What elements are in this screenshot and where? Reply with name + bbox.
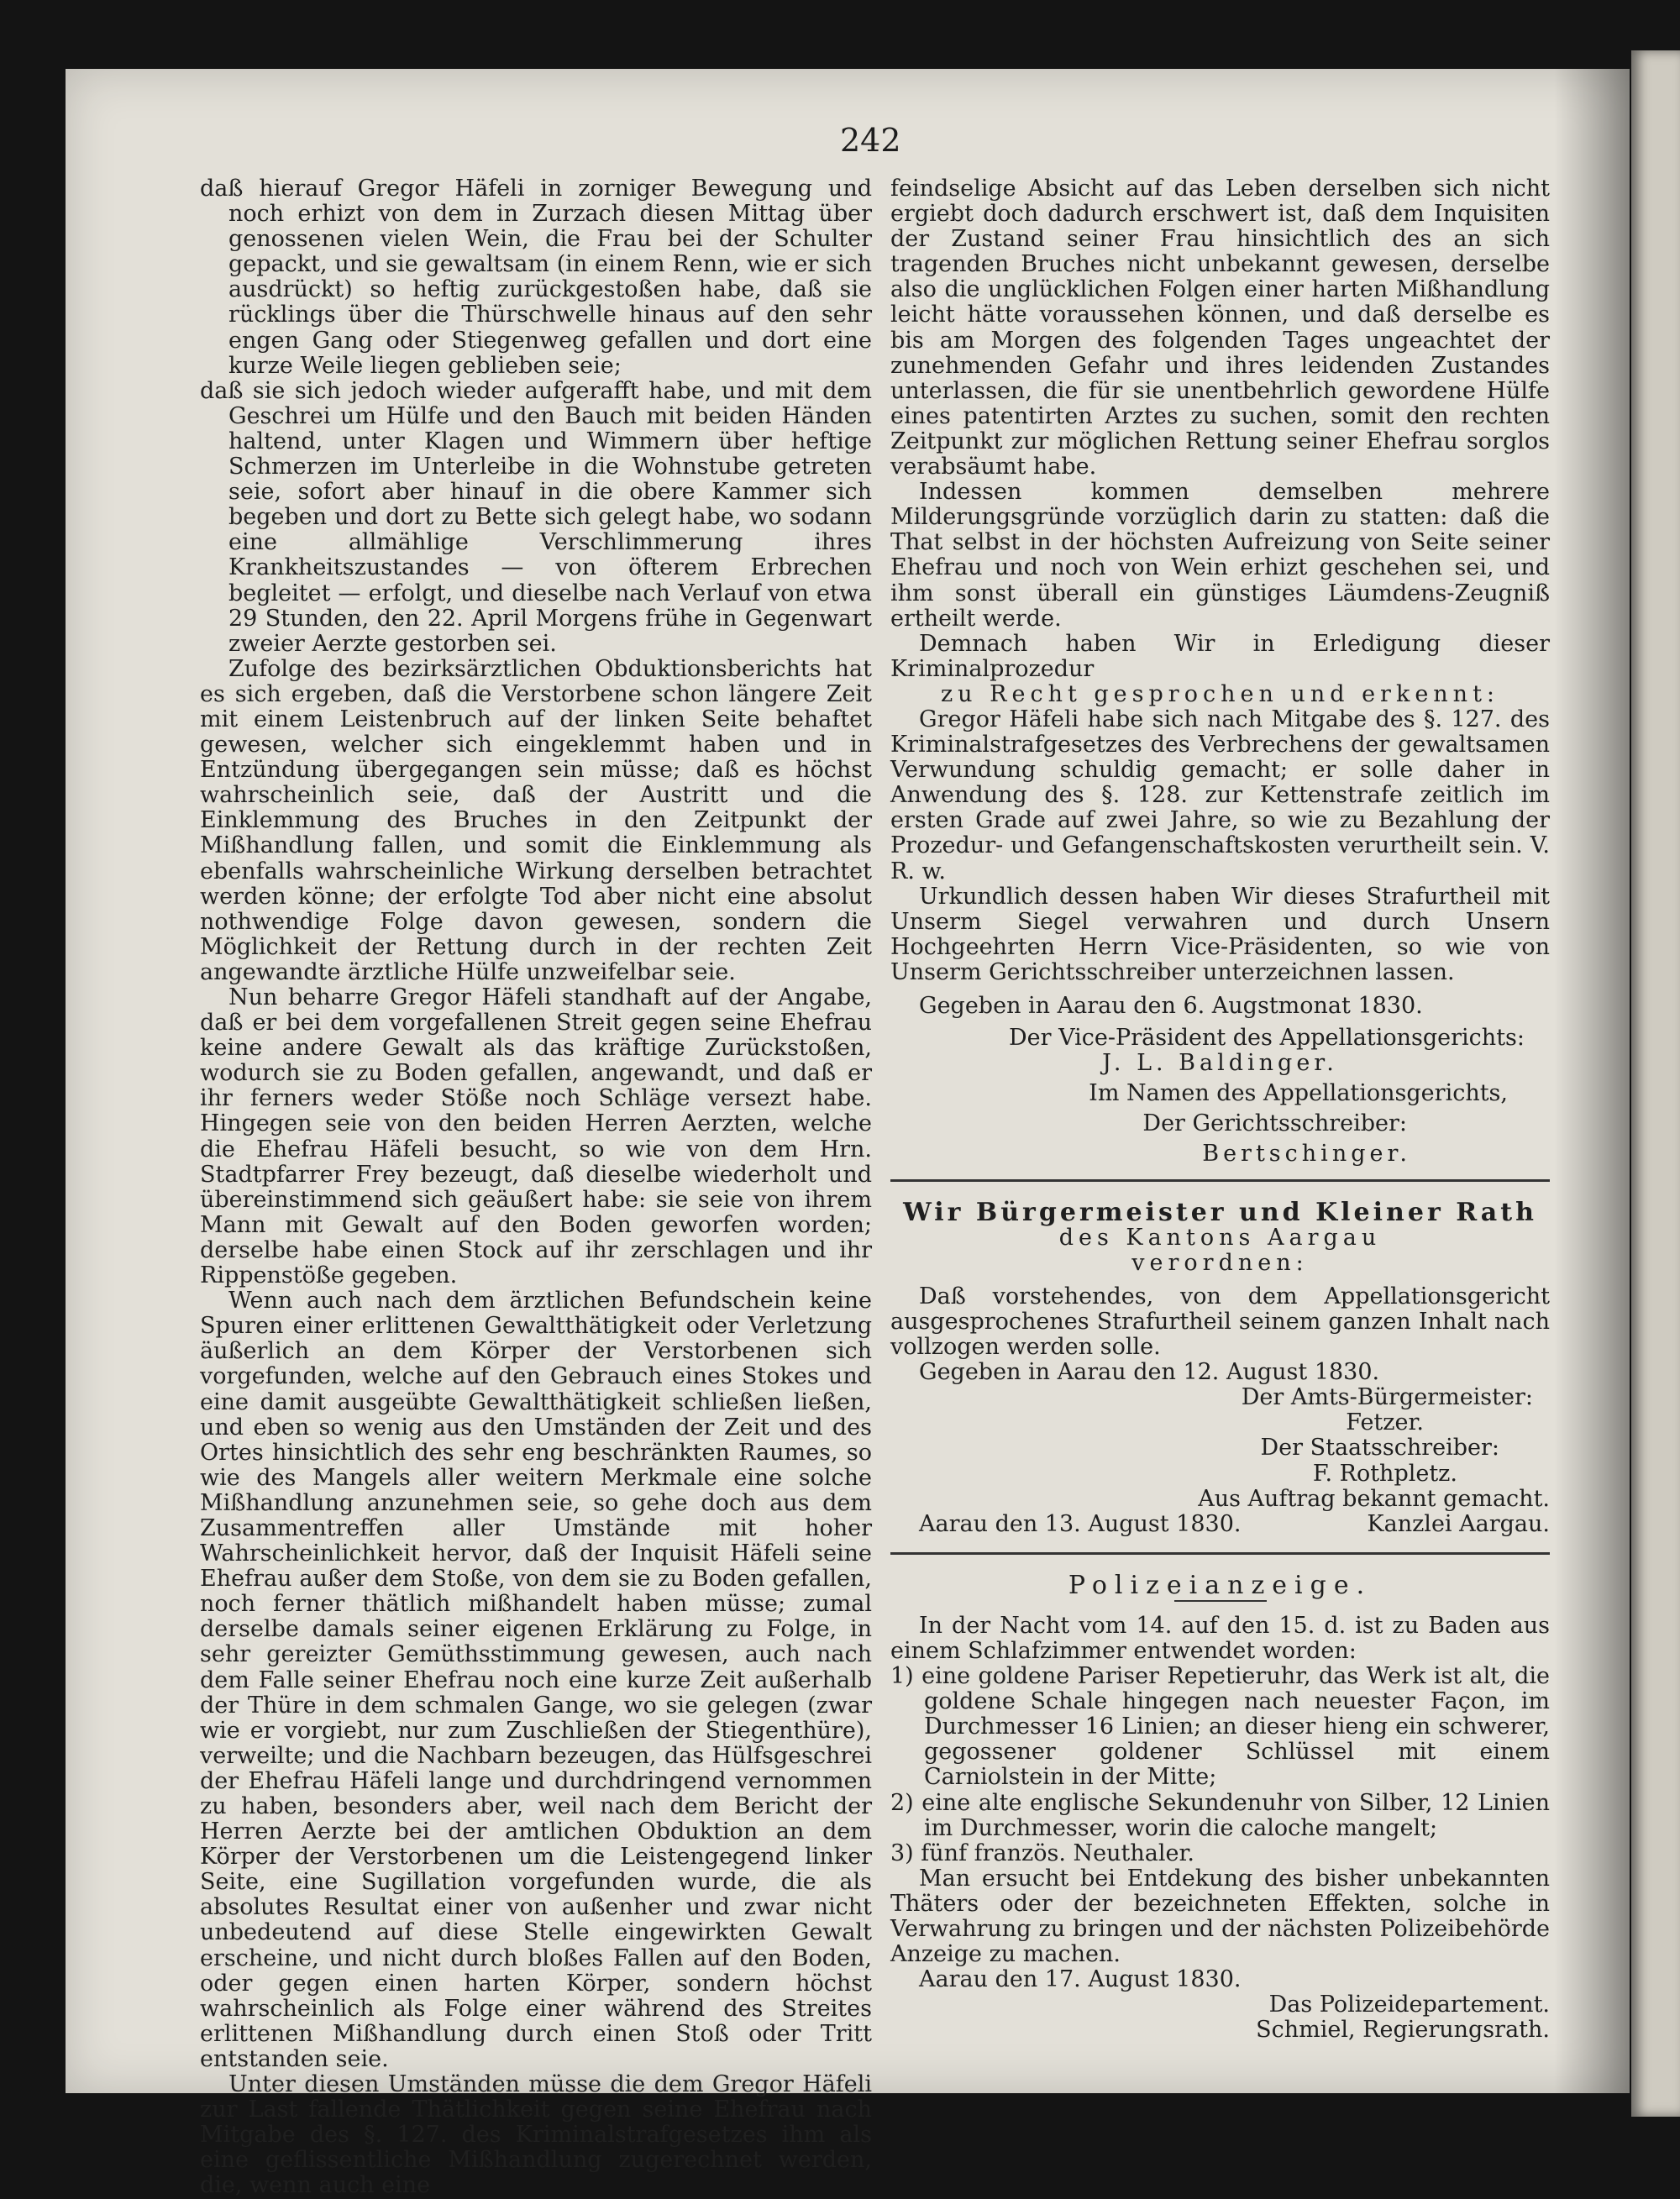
signature-title: Der Gerichtsschreiber: (1142, 1110, 1407, 1137)
council-subheading: des Kantons Aargau (1058, 1224, 1382, 1251)
stolen-items-list (890, 1664, 1550, 1866)
right-column (890, 176, 1550, 2043)
signature-title: Der Amts-Bürgermeister: (1241, 1384, 1533, 1411)
signature-title: Der Staatsschreiber: (1260, 1435, 1499, 1462)
date-line: Aarau den 13. August 1830. (919, 1510, 1242, 1537)
department-name: Das Polizeidepartement. (1268, 1992, 1550, 2018)
office-name: Kanzlei Aargau. (1367, 1510, 1550, 1537)
paragraph: Man ersucht bei Entdekung des bisher unbekannten Thäters oder der bezeichneten Effekten, solche in Verwahrung zu bringen und der nächsten Polizeibehörde Anzeige zu machen. (890, 1865, 1550, 1968)
signature-name: Schmiel, Regierungsrath. (1256, 2017, 1550, 2044)
council-heading: Wir Bürgermeister und Kleiner Rath (903, 1197, 1537, 1227)
list-item: 2) eine alte englische Sekundenuhr von Silber, 12 Linien im Durchmesser, worin die caloche mangelt; (890, 1789, 1550, 1841)
signature-name: Fetzer. (1346, 1409, 1424, 1436)
paragraph: Unter diesen Umständen müsse die dem Gregor Häfeli zur Last fallende Thätlichkeit gegen seine Ehefrau nach Mitgabe des §. 127. des Kriminalstrafgesetzes ihm als eine geflissentliche Mißhandlung zugerechnet werden, die, wenn auch eine (200, 2071, 872, 2199)
paragraph: daß hierauf Gregor Häfeli in zorniger Bewegung und noch erhizt von dem in Zurzach diesen Mittag über genossenen vielen Wein, die Frau bei der Schulter gepackt, und sie gewaltsam (in einem Renn, wie er sich ausdrückt) so heftig zurückgestoßen habe, daß sie rücklings über die Thürschwelle hinaus auf den sehr engen Gang oder Stiegenweg gefallen und dort eine kurze Weile liegen geblieben seie; (200, 176, 872, 379)
paragraph: In der Nacht vom 14. auf den 15. d. ist zu Baden aus einem Schlafzimmer entwendet worden: (890, 1612, 1550, 1664)
signature-title: Der Vice-Präsident des Appellationsgerichts: (1009, 1025, 1525, 1052)
date-row (890, 1512, 1550, 1537)
page-gutter-shadow (1554, 69, 1630, 2093)
signature-name: F. Rothpletz. (1312, 1460, 1457, 1487)
section-heading: Polizeianzeige. (1068, 1570, 1373, 1600)
paragraph: Zufolge des bezirksärztlichen Obduktionsberichts hat es sich ergeben, daß die Verstorbene schon längere Zeit mit einem Leistenbruch auf der linken Seite behaftet gewesen, welcher sich eingeklemmt haben und in Entzündung übergegangen sein müsse; daß es höchst wahrscheinlich seie, daß der Austritt und die Einklemmung des Bruches in den Zeitpunkt der Mißhandlung fallen, und somit die Einklemmung als ebenfalls wahrscheinliche Wirkung derselben betrachtet werden könne; der erfolgte Tod aber nicht eine absolut nothwendige Folge davon gewesen, sondern die Möglichkeit der Rettung durch in der rechten Zeit angewandte ärztliche Hülfe unzweifelbar seie. (200, 655, 872, 985)
verdict-heading: zu Recht gesprochen und erkennt: (940, 680, 1500, 707)
paragraph: Daß vorstehendes, von dem Appellationsgericht ausgesprochenes Strafurtheil seinem ganzen Inhalt nach vollzogen werden solle. (890, 1283, 1550, 1361)
signature-name: J. L. Baldinger. (1102, 1050, 1338, 1077)
adjacent-page-edge (1631, 50, 1680, 2117)
publication-note: Aus Auftrag bekannt gemacht. (1198, 1485, 1550, 1512)
paragraph: Nun beharre Gregor Häfeli standhaft auf der Angabe, daß er bei dem vorgefallenen Streit gegen seine Ehefrau keine andere Gewalt als das kräftige Zurückstoßen, wodurch sie zu Boden gefallen, angewandt, und daß er ihr ferners weder Stöße noch Schläge versezt habe. Hingegen seie von den beiden Herren Aerzten, welche die Ehefrau Häfeli besucht, so wie von dem Hrn. Stadtpfarrer Frey bezeugt, daß dieselbe wiederholt und übereinstimmend sich geäußert habe: sie seie von ihrem Mann mit Gewalt auf den Boden geworfen worden; derselbe habe einen Stock auf ihr zerschlagen und ihr Rippenstöße gegeben. (200, 984, 872, 1289)
paragraph: daß sie sich jedoch wieder aufgerafft habe, und mit dem Geschrei um Hülfe und den Bauch mit beiden Händen haltend, unter Klagen und Wimmern über heftige Schmerzen im Unterleibe in die Wohnstube getreten seie, sofort aber hinauf in die obere Kammer sich begeben und dort zu Bette sich gelegt habe, wo sodann eine allmählige Verschlimmerung ihres Krankheitszustandes — von öfterem Erbrechen begleitet — erfolgt, und dieselbe nach Verlauf von etwa 29 Stunden, den 22. April Morgens frühe in Gegenwart zweier Aerzte gestorben sei. (200, 377, 872, 657)
signature-name: Bertschinger. (1202, 1141, 1411, 1168)
date-line: Gegeben in Aarau den 6. Augstmonat 1830. (919, 993, 1423, 1019)
paragraph: Wenn auch nach dem ärztlichen Befundschein keine Spuren einer erlittenen Gewaltthätigkeit oder Verletzung äußerlich an dem Körper der Verstorbenen sich vorgefunden, welche auf den Gebrauch eines Stokes und eine damit ausgeübte Gewaltthätigkeit schließen ließen, und eben so wenig aus den Umständen der Zeit und des Ortes hinsichtlich des sehr eng beschränkten Raumes, so wie des Mangels aller weitern Merkmale eine solche Mißhandlung anzunehmen seie, so gehe doch aus dem Zusammentreffen aller Umstände mit hoher Wahrscheinlichkeit hervor, daß der Inquisit Häfeli seine Ehefrau außer dem Stoße, von dem sie zu Boden gefallen, noch ferner thätlich mißhandelt haben müsse; zumal derselbe damals seiner eigenen Erklärung zu Folge, in sehr gereizter Gemüthsstimmung gewesen, auch nach dem Falle seiner Ehefrau noch eine kurze Zeit außerhalb der Thüre in dem schmalen Gange, wo sie gelegen (zwar wie er vorgiebt, nur zum Zuschließen der Stiegenthüre), verweilte; und die Nachbarn bezeugen, das Hülfsgeschrei der Ehefrau Häfeli lange und durchdringend vernommen zu haben, besonders aber, weil nach dem Bericht der Herren Aerzte bei der amtlichen Obduktion an dem Körper der Verstorbenen um die Leistengegend linker Seite, eine Sugillation vorgefunden wurde, die als absolutes Resultat einer von außenher und zwar nicht unbedeutend auf diese Stelle eingewirkten Gewalt erscheine, und nicht durch bloßes Fallen auf den Boden, oder gegen einen harten Körper, sondern höchst wahrscheinlich als Folge einer während des Streites erlittenen Mißhandlung durch einen Stoß oder Tritt entstanden seie. (200, 1288, 872, 2072)
section-divider (890, 1552, 1550, 1555)
date-line: Aarau den 17. August 1830. (919, 1966, 1242, 1993)
paragraph: Gregor Häfeli habe sich nach Mitgabe des §. 127. des Kriminalstrafgesetzes des Verbrechens der gewaltsamen Verwundung schuldig gemacht; er solle daher in Anwendung des §. 128. zur Kettenstrafe zeitlich im ersten Grade auf zwei Jahre, so wie zu Bezahlung der Prozedur- und Gefangenschaftskosten verurtheilt sein. V. R. w. (890, 706, 1550, 884)
paragraph: Indessen kommen demselben mehrere Milderungsgründe vorzüglich darin zu statten: daß die That selbst in der höchsten Aufreizung von Seite seiner Ehefrau und noch von Wein erhizt geschehen sei, und ihm sonst überall ein günstiges Läumdens-Zeugniß ertheilt werde. (890, 479, 1550, 632)
heading-underline (1174, 1600, 1267, 1602)
council-verb: verordnen: (1131, 1249, 1309, 1276)
signature-title: Im Namen des Appellationsgerichts, (1089, 1080, 1508, 1107)
page-number: 242 (840, 122, 901, 159)
list-item: 3) fünf französ. Neuthaler. (890, 1839, 1194, 1866)
date-line: Gegeben in Aarau den 12. August 1830. (919, 1359, 1380, 1386)
paragraph: Demnach haben Wir in Erledigung dieser Kriminalprozedur (890, 630, 1550, 682)
section-divider (890, 1179, 1550, 1182)
paragraph: feindselige Absicht auf das Leben derselben sich nicht ergiebt doch dadurch erschwert ist, daß dem Inquisiten der Zustand seiner Frau hinsichtlich des an sich tragenden Bruches nicht unbekannt gewesen, derselbe also die unglücklichen Folgen einer harten Mißhandlung leicht hätte voraussehen können, und daß derselbe es bis am Morgen des folgenden Tages ungeachtet der zunehmenden Gefahr und ihres leidenden Zustandes unterlassen, die für sie unentbehrlich gewordene Hülfe eines patentirten Arztes zu suchen, somit den rechten Zeitpunkt zur möglichen Rettung seiner Ehefrau sorglos verabsäumt habe. (890, 176, 1550, 480)
paragraph: Urkundlich dessen haben Wir dieses Strafurtheil mit Unserm Siegel verwahren und durch Unsern Hochgeehrten Herrn Vice-Präsidenten, so wie von Unserm Gerichtsschreiber unterzeichnen lassen. (890, 883, 1550, 985)
left-column (200, 176, 872, 2199)
list-item: 1) eine goldene Pariser Repetieruhr, das Werk ist alt, die goldene Schale hingegen nach neuester Façon, im Durchmesser 16 Linien; an dieser hieng ein schwerer, gegossener goldener Schlüssel mit einem Carniolstein in der Mitte; (890, 1663, 1550, 1791)
